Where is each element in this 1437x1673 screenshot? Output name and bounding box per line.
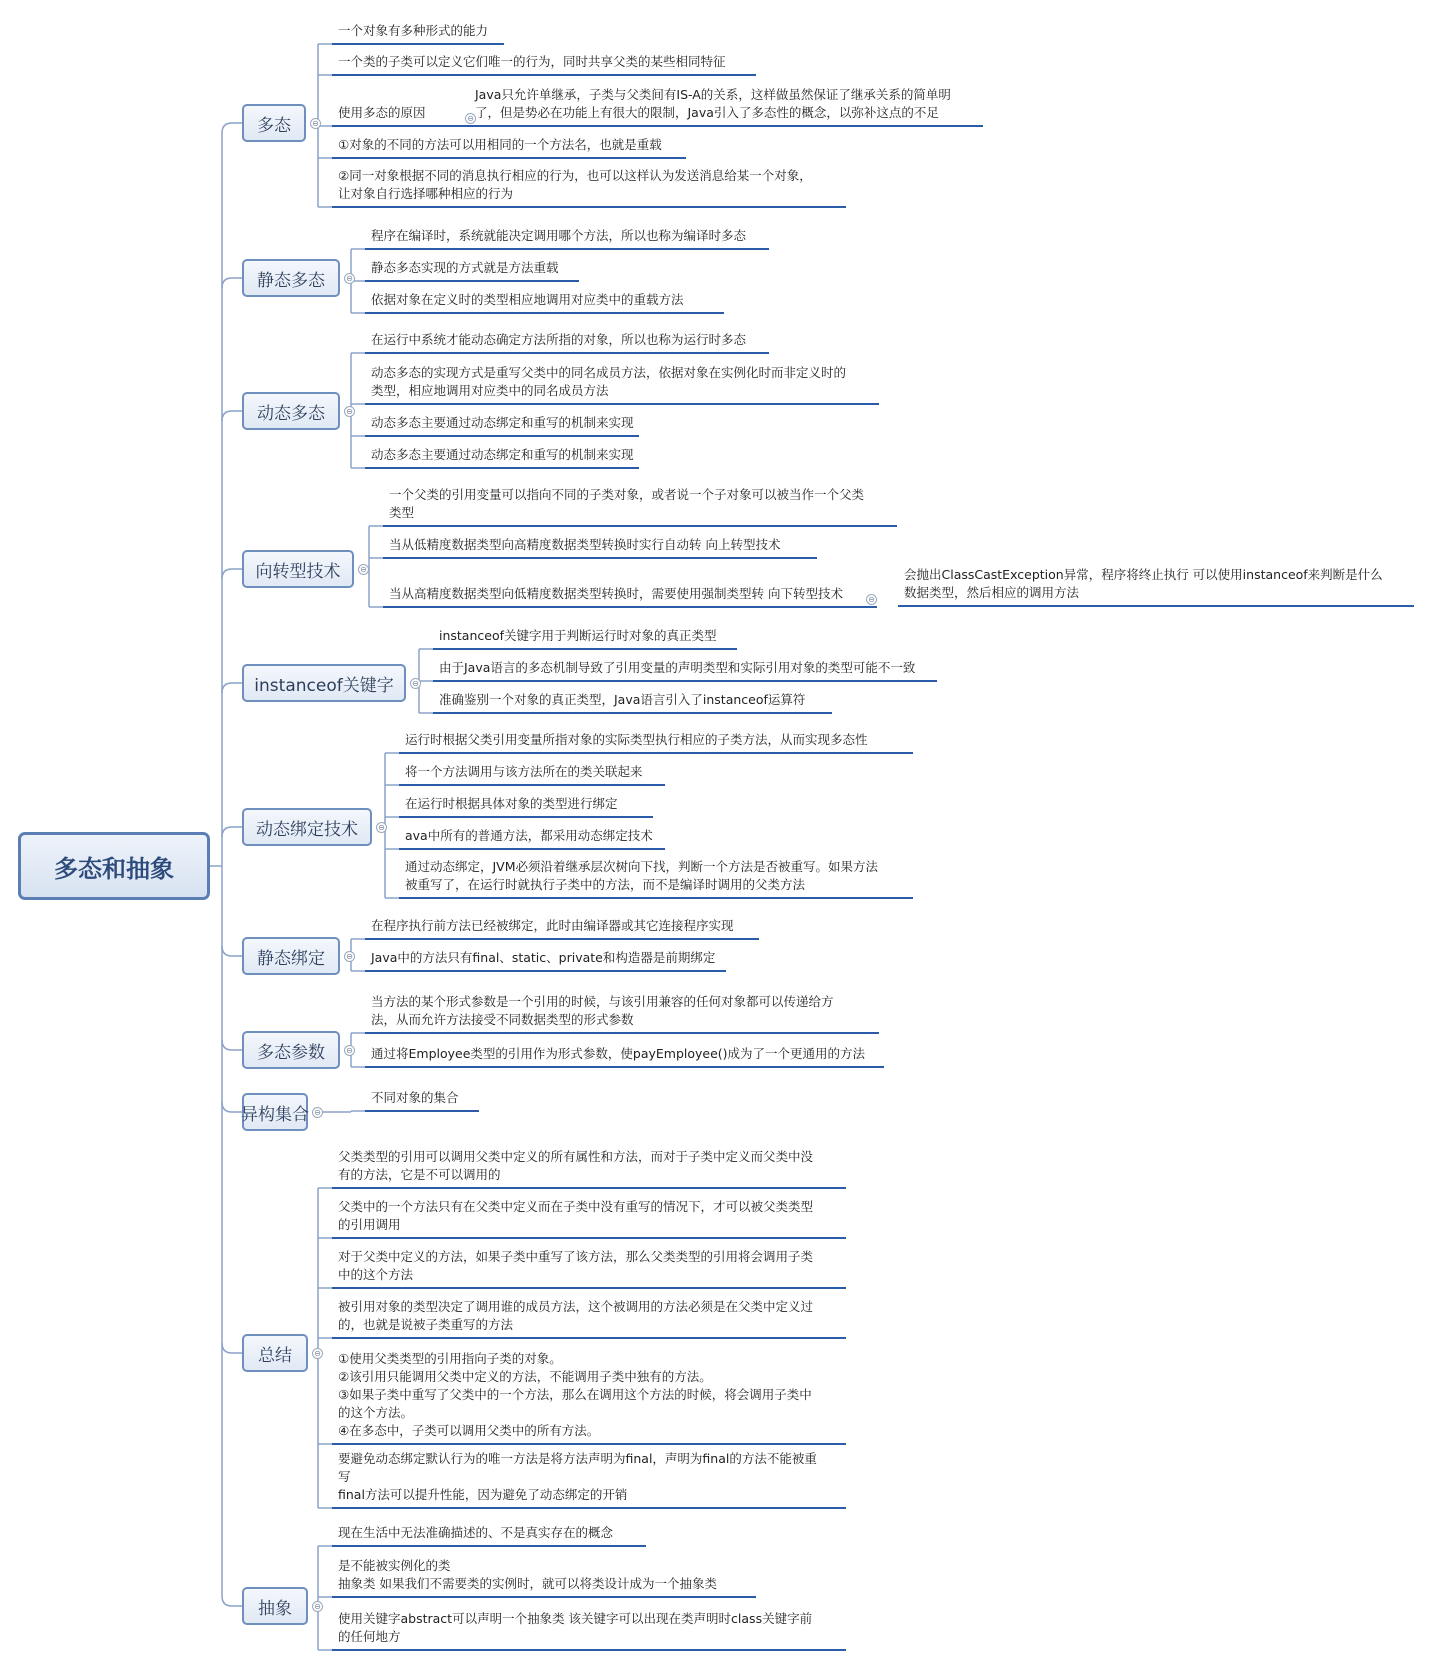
topic-6[interactable]: 静态绑定: [242, 937, 340, 975]
topic-4[interactable]: instanceof关键字: [242, 664, 406, 702]
leaf-text[interactable]: 一个父类的引用变量可以指向不同的子类对象，或者说一个子对象可以被当作一个父类 类型: [389, 487, 865, 520]
topic-connector: [222, 123, 242, 133]
leaf-text[interactable]: 准确鉴别一个对象的真正类型，Java语言引入了instanceof运算符: [439, 692, 806, 707]
topic-7[interactable]: 多态参数: [242, 1031, 340, 1069]
leaf-text[interactable]: instanceof关键字用于判断运行时对象的真正类型: [439, 628, 717, 643]
collapse-toggle-icon[interactable]: ⊖: [344, 406, 355, 417]
leaf-text[interactable]: 通过将Employee类型的引用作为形式参数，使payEmployee()成为了一个更通用的方法: [371, 1046, 866, 1061]
collapse-toggle-icon[interactable]: ⊖: [410, 678, 421, 689]
collapse-toggle-icon[interactable]: ⊖: [358, 564, 369, 575]
leaf-text[interactable]: 通过动态绑定，JVM必须沿着继承层次树向下找，判断一个方法是否被重写。如果方法 被重写了，在运行时就执行子类中的方法，而不是编译时调用的父类方法: [405, 859, 879, 892]
leaf-text[interactable]: ①对象的不同的方法可以用相同的一个方法名，也就是重载: [338, 137, 662, 152]
leaf-text[interactable]: 动态多态主要通过动态绑定和重写的机制来实现: [371, 447, 634, 462]
topic-10[interactable]: 抽象: [242, 1587, 308, 1625]
leaf-text[interactable]: 依据对象在定义时的类型相应地调用对应类中的重载方法: [371, 292, 684, 307]
leaf-text[interactable]: 要避免动态绑定默认行为的唯一方法是将方法声明为final，声明为final的方法不能被重 写 final方法可以提升性能，因为避免了动态绑定的开销: [338, 1451, 817, 1502]
topic-connector: [222, 946, 242, 956]
leaf-text[interactable]: ②同一对象根据不同的消息执行相应的行为，也可以这样认为发送消息给某一个对象， 让对象自行选择哪种相应的行为: [338, 168, 812, 201]
topic-connector: [222, 683, 242, 693]
leaf-text[interactable]: 动态多态主要通过动态绑定和重写的机制来实现: [371, 415, 634, 430]
leaf-text[interactable]: 当从高精度数据类型向低精度数据类型转换时，需要使用强制类型转 向下转型技术: [389, 586, 843, 601]
collapse-toggle-icon[interactable]: ⊖: [344, 273, 355, 284]
leaf-text[interactable]: 现在生活中无法准确描述的、不是真实存在的概念: [338, 1525, 614, 1540]
leaf-text[interactable]: 使用多态的原因: [338, 105, 426, 120]
leaf-text[interactable]: ava中所有的普通方法，都采用动态绑定技术: [405, 828, 653, 843]
leaf-text[interactable]: 父类中的一个方法只有在父类中定义而在子类中没有重写的情况下，才可以被父类类型 的引用调用: [338, 1199, 814, 1232]
topic-5[interactable]: 动态绑定技术: [242, 808, 372, 846]
leaf-text[interactable]: 一个对象有多种形式的能力: [338, 23, 489, 38]
collapse-toggle-icon[interactable]: ⊖: [310, 118, 321, 129]
collapse-toggle-icon[interactable]: ⊖: [465, 113, 476, 124]
collapse-toggle-icon[interactable]: ⊖: [312, 1601, 323, 1612]
leaf-text[interactable]: ①使用父类类型的引用指向子类的对象。 ②该引用只能调用父类中定义的方法，不能调用子类中独有的方法。 ③如果子类中重写了父类中的一个方法，那么在调用这个方法的时候，将会调用子类中 的这个方法。 ④在多态中，子类可以调用父类中的所有方法。: [338, 1351, 812, 1438]
collapse-toggle-icon[interactable]: ⊖: [312, 1107, 323, 1118]
topic-1[interactable]: 静态多态: [242, 259, 340, 297]
topic-connector: [222, 278, 242, 288]
leaf-text[interactable]: 当从低精度数据类型向高精度数据类型转换时实行自动转 向上转型技术: [389, 537, 781, 552]
topic-connector: [222, 1040, 242, 1050]
leaf-text[interactable]: 使用关键字abstract可以声明一个抽象类 该关键字可以出现在类声明时class关键字前 的任何地方: [338, 1611, 813, 1644]
leaf-text[interactable]: 是不能被实例化的类 抽象类 如果我们不需要类的实例时，就可以将类设计成为一个抽象类: [338, 1558, 717, 1591]
topic-connector: [222, 411, 242, 421]
topic-connector: [222, 827, 242, 837]
leaf-text[interactable]: 不同对象的集合: [371, 1090, 459, 1105]
leaf-text[interactable]: 在程序执行前方法已经被绑定，此时由编译器或其它连接程序实现: [371, 918, 734, 933]
topic-9[interactable]: 总结: [242, 1334, 308, 1372]
leaf-text[interactable]: 运行时根据父类引用变量所指对象的实际类型执行相应的子类方法，从而实现多态性: [405, 732, 868, 747]
topic-connector: [222, 1343, 242, 1353]
sub-leaf-text[interactable]: Java只允许单继承，子类与父类间有IS-A的关系，这样做虽然保证了继承关系的简单明 了，但是势必在功能上有很大的限制，Java引入了多态性的概念，以弥补这点的不足: [475, 87, 951, 120]
leaf-text[interactable]: 动态多态的实现方式是重写父类中的同名成员方法，依据对象在实例化时而非定义时的 类型，相应地调用对应类中的同名成员方法: [371, 365, 847, 398]
leaf-text[interactable]: Java中的方法只有final、static、private和构造器是前期绑定: [371, 950, 716, 965]
leaf-text[interactable]: 在运行中系统才能动态确定方法所指的对象，所以也称为运行时多态: [371, 332, 747, 347]
leaf-text[interactable]: 一个类的子类可以定义它们唯一的行为，同时共享父类的某些相同特征: [338, 54, 726, 69]
sub-leaf-text[interactable]: 会抛出ClassCastException异常，程序将终止执行 可以使用instanceof来判断是什么 数据类型，然后相应的调用方法: [904, 567, 1383, 600]
topic-connector: [222, 1596, 242, 1606]
leaf-text[interactable]: 当方法的某个形式参数是一个引用的时候，与该引用兼容的任何对象都可以传递给方 法，从而允许方法接受不同数据类型的形式参数: [371, 994, 834, 1027]
leaf-text[interactable]: 程序在编译时，系统就能决定调用哪个方法，所以也称为编译时多态: [371, 228, 747, 243]
topic-3[interactable]: 向转型技术: [242, 550, 354, 588]
leaf-text[interactable]: 在运行时根据具体对象的类型进行绑定: [405, 796, 618, 811]
collapse-toggle-icon[interactable]: ⊖: [344, 1045, 355, 1056]
leaf-text[interactable]: 父类类型的引用可以调用父类中定义的所有属性和方法，而对于子类中定义而父类中没 有的方法，它是不可以调用的: [338, 1149, 814, 1182]
collapse-toggle-icon[interactable]: ⊖: [376, 822, 387, 833]
collapse-toggle-icon[interactable]: ⊖: [866, 594, 877, 605]
leaf-text[interactable]: 被引用对象的类型决定了调用谁的成员方法，这个被调用的方法必须是在父类中定义过 的，也就是说被子类重写的方法: [338, 1299, 814, 1332]
leaf-text[interactable]: 由于Java语言的多态机制导致了引用变量的声明类型和实际引用对象的类型可能不一致: [439, 660, 916, 675]
topic-connector: [222, 1102, 242, 1112]
topic-0[interactable]: 多态: [242, 104, 306, 142]
topic-2[interactable]: 动态多态: [242, 392, 340, 430]
leaf-text[interactable]: 将一个方法调用与该方法所在的类关联起来: [405, 764, 643, 779]
topic-connector: [222, 569, 242, 579]
root-topic[interactable]: 多态和抽象: [18, 832, 210, 900]
leaf-text[interactable]: 静态多态实现的方式就是方法重载: [371, 260, 559, 275]
leaf-text[interactable]: 对于父类中定义的方法，如果子类中重写了该方法，那么父类类型的引用将会调用子类 中的这个方法: [338, 1249, 814, 1282]
collapse-toggle-icon[interactable]: ⊖: [344, 951, 355, 962]
collapse-toggle-icon[interactable]: ⊖: [312, 1348, 323, 1359]
topic-8[interactable]: 异构集合: [242, 1093, 308, 1131]
